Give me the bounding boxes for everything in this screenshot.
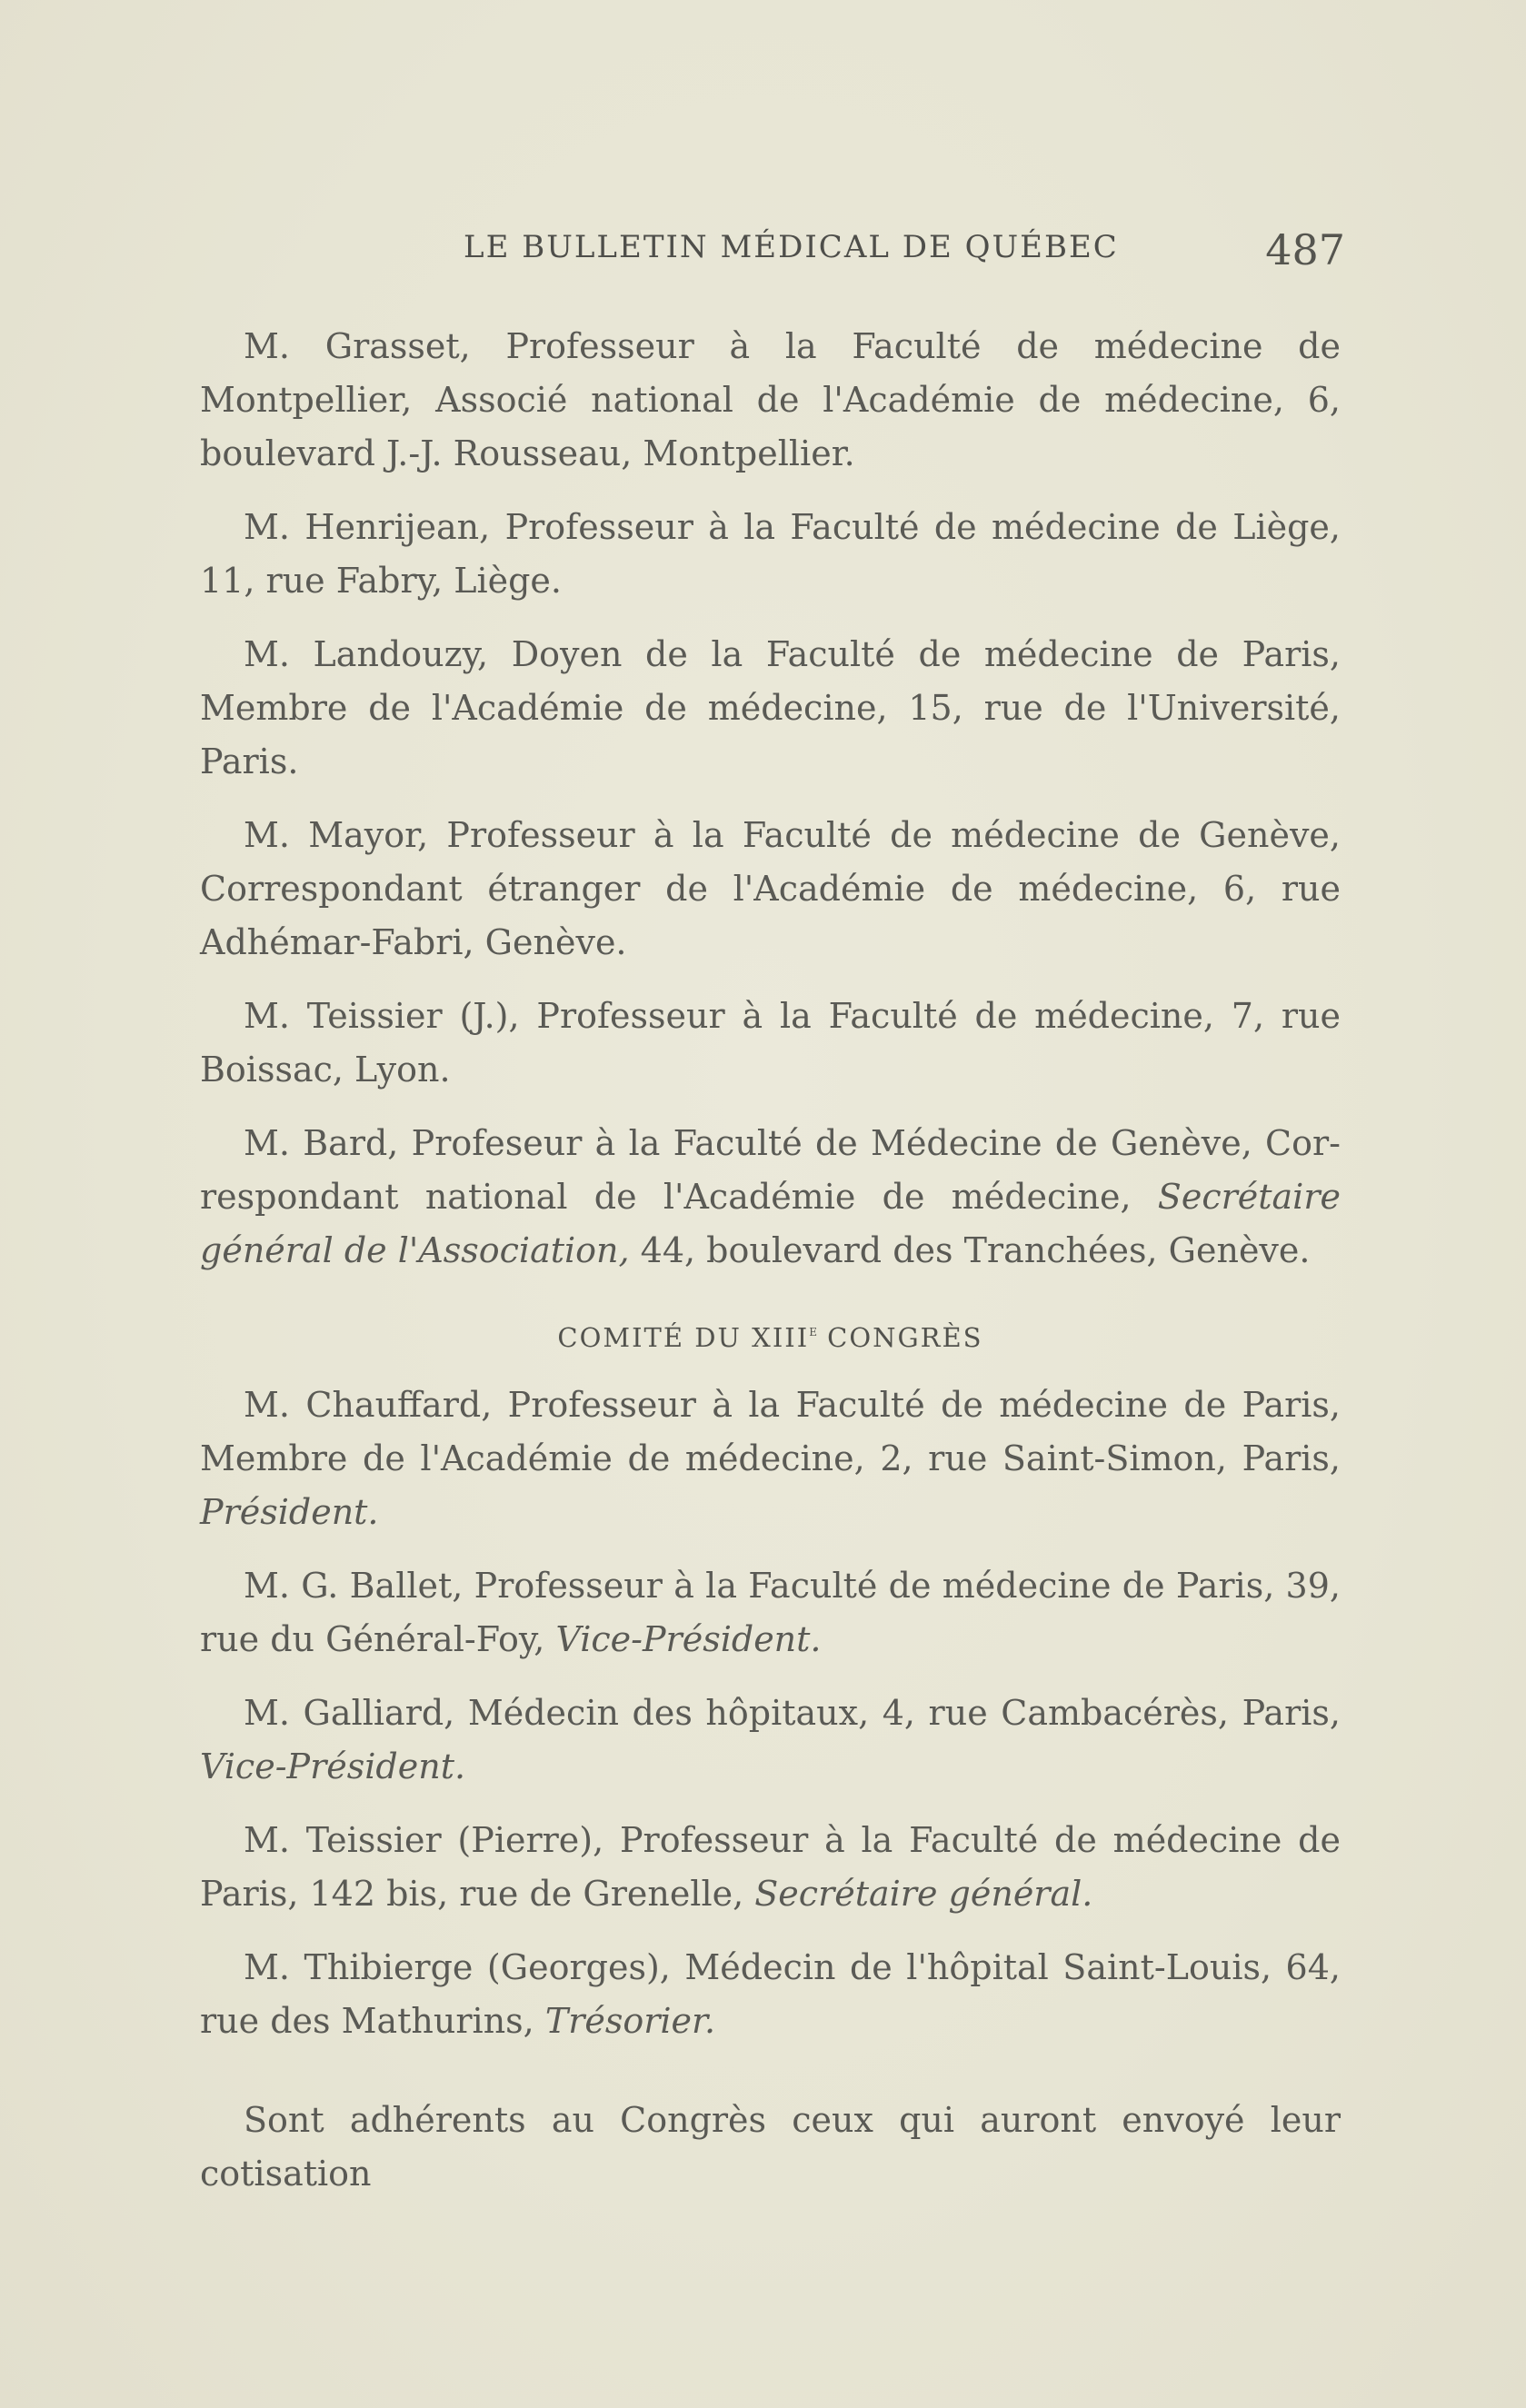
committee-entry-text: M. Thibierge (Georges), Médecin de l'hôpital Saint-Louis, 64, rue des Mathurins, bbox=[200, 1947, 1341, 2041]
member-entry-henrijean: M. Henrijean, Professeur à la Faculté de médecine de Liège, 11, rue Fabry, Liège. bbox=[200, 507, 1341, 601]
member-entry-landouzy: M. Landouzy, Doyen de la Faculté de médecine de Paris, Membre de l'Académie de médecine, 15, rue de l'Université, Paris. bbox=[200, 634, 1341, 781]
committee-heading-suffix: CONGRÈS bbox=[816, 1322, 983, 1353]
bard-role: Secrétaire général de l'Association, bbox=[200, 1177, 1341, 1270]
committee-heading bbox=[200, 1308, 1341, 1360]
running-title: LE BULLETIN MÉDICAL DE QUÉBEC bbox=[464, 229, 1119, 265]
member-entry-bard bbox=[200, 1117, 1341, 1278]
running-head bbox=[200, 225, 1345, 280]
committee-entry-thibierge bbox=[200, 1941, 1341, 2048]
committee-entry-galliard bbox=[200, 1687, 1341, 1794]
committee-heading-sup: e bbox=[809, 1322, 817, 1340]
page-number: 487 bbox=[1265, 225, 1345, 274]
committee-entry-text: M. Chauffard, Professeur à la Faculté de médecine de Paris, Membre de l'Académie de médecine, 2, rue Saint-Simon, Paris, bbox=[200, 1385, 1341, 1478]
closing-line: Sont adhérents au Congrès ceux qui auront envoyé leur cotisation bbox=[200, 2100, 1341, 2194]
committee-entry-role: Secrétaire général. bbox=[754, 1874, 1093, 1914]
bard-text: M. Bard, Profeseur à la Faculté de Médecine de Genève, Correspondant national de l'Académie de médecine, bbox=[200, 1123, 1341, 1217]
bard-address: 44, boulevard des Tranchées, Genève. bbox=[629, 1230, 1311, 1270]
page-body bbox=[200, 320, 1341, 2221]
committee-entry-text: M. G. Ballet, Professeur à la Faculté de médecine de Paris, 39, rue du Général-Foy, bbox=[200, 1566, 1341, 1659]
member-entry-mayor: M. Mayor, Professeur à la Faculté de médecine de Genève, Correspondant étranger de l'Académie de médecine, 6, rue Adhémar-Fabri, Genève. bbox=[200, 815, 1341, 962]
committee-entry-role: Trésorier. bbox=[544, 2001, 716, 2041]
committee-entry-text: M. Teissier (Pierre), Professeur à la Faculté de médecine de Paris, 142 bis, rue de Grenelle, bbox=[200, 1820, 1341, 1914]
committee-entry-role: Président. bbox=[200, 1492, 379, 1532]
committee-entry-role: Vice-Président. bbox=[200, 1746, 466, 1786]
committee-heading-prefix: COMITÉ DU XIII bbox=[557, 1322, 810, 1353]
member-entry-teissier-j: M. Teissier (J.), Professeur à la Faculté de médecine, 7, rue Boissac, Lyon. bbox=[200, 996, 1341, 1090]
committee-entry-ballet bbox=[200, 1559, 1341, 1667]
committee-entry-role: Vice-Président. bbox=[555, 1619, 822, 1659]
committee-entry-chauffard bbox=[200, 1378, 1341, 1539]
committee-entry-teissier-pierre bbox=[200, 1814, 1341, 1921]
committee-entry-text: M. Galliard, Médecin des hôpitaux, 4, rue Cambacérès, Paris, bbox=[244, 1693, 1341, 1733]
member-entry-grasset: M. Grasset, Professeur à la Faculté de médecine de Montpellier, Associé national de l'Académie de médecine, 6, boulevard J.-J. Rousseau, Montpellier. bbox=[200, 326, 1341, 473]
